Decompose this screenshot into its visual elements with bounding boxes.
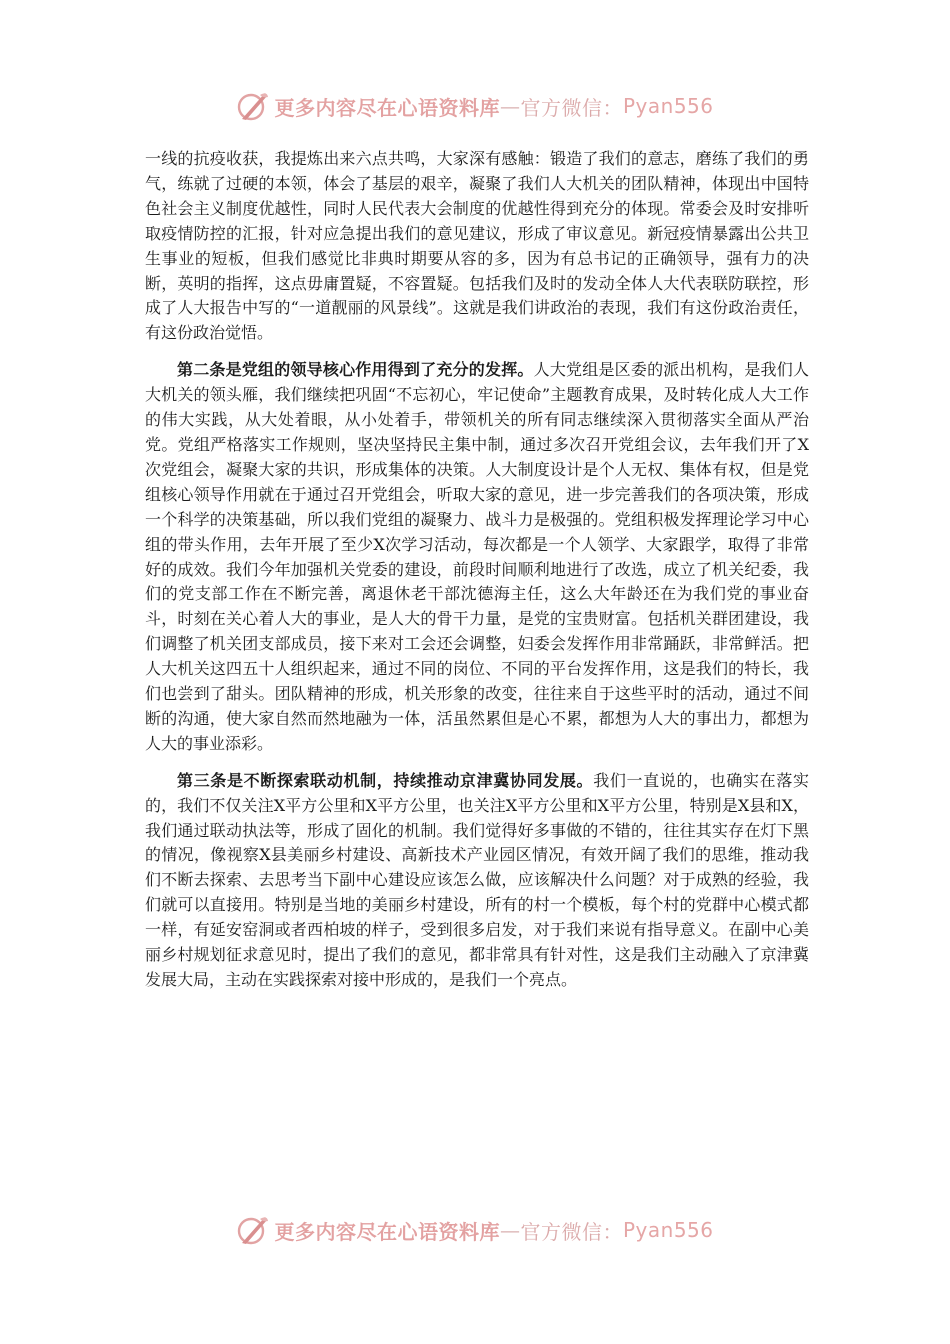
watermark-separator: —	[499, 94, 521, 118]
paragraph-3-heading: 第三条是不断探索联动机制，持续推动京津冀协同发展。	[177, 770, 594, 790]
paragraph-2-text: 人大党组是区委的派出机构，是我们人大机关的领头雁，我们继续把巩固“不忘初心，牢记使命”主题教育成果，及时转化成人大工作的伟大实践，从大处着眼，从小处着手，带领机关的所有同志继续深入贯彻落实全面从严治党。党组严格落实工作规则，坚决坚持民主集中制，通过多次召开党组会议，去年我们开了X次党组会，凝聚大家的共识，形成集体的决策。人大制度设计是个人无权、集体有权，但是党组核心领导作用就在于通过召开党组会，听取大家的意见，进一步完善我们的各项决策，形成一个科学的决策基础，所以我们党组的凝聚力、战斗力是极强的。党组积极发挥理论学习中心组的带头作用，去年开展了至少X次学习活动，每次都是一个人领学、大家跟学，取得了非常好的成效。我们今年加强机关党委的建设，前段时间顺利地进行了改选，成立了机关纪委，我们的党支部工作在不断完善，离退休老干部沈德海主任，这么大年龄还在为我们党的事业奋斗，时刻在关心着人大的事业，是人大的骨干力量，是党的宝贵财富。包括机关群团建设，我们调整了机关团支部成员，接下来对工会还会调整，妇委会发挥作用非常踊跃，非常鲜活。把人大机关这四五十人组织起来，通过不同的岗位、不同的平台发挥作用，这是我们的特长，我们也尝到了甜头。团队精神的形成，机关形象的改变，往往来自于这些平时的活动，通过不间断的沟通，使大家自然而然地融为一体，活虽然累但是心不累，都想为人大的事出力，都想为人大的事业添彩。	[145, 360, 809, 753]
watermark-label: 官方微信：	[520, 1219, 623, 1244]
paragraph-2	[145, 358, 809, 757]
watermark-wechat-id: Pyan556	[622, 1218, 714, 1242]
quill-pen-logo-icon	[236, 89, 270, 123]
document-body	[145, 147, 809, 993]
footer-watermark	[0, 1210, 950, 1250]
quill-pen-logo-icon	[236, 1213, 270, 1247]
paragraph-3-text: 我们一直说的，也确实在落实的，我们不仅关注X平方公里和X平方公里，也关注X平方公里和X平方公里，特别是X县和X，我们通过联动执法等，形成了固化的机制。我们觉得好多事做的不错的，往往其实存在灯下黑的情况，像视察X县美丽乡村建设、高新技术产业园区情况，有效开阔了我们的思维，推动我们不断去探索、去思考当下副中心建设应该怎么做，应该解决什么问题？对于成熟的经验，我们就可以直接用。特别是当地的美丽乡村建设，所有的村一个模板，每个村的党群中心模式都一样，有延安窑洞或者西柏坡的样子，受到很多启发，对于我们来说有指导意义。在副中心美丽乡村规划征求意见时，提出了我们的意见，都非常具有针对性，这是我们主动融入了京津冀发展大局，主动在实践探索对接中形成的，是我们一个亮点。	[145, 770, 809, 989]
watermark-brand: 更多内容尽在心语资料库	[274, 1219, 500, 1244]
header-watermark	[0, 86, 950, 126]
watermark-brand: 更多内容尽在心语资料库	[274, 95, 500, 120]
paragraph-3	[145, 769, 809, 993]
watermark-wechat-id: Pyan556	[622, 94, 714, 118]
watermark-label: 官方微信：	[520, 95, 623, 120]
watermark-separator: —	[499, 1218, 521, 1242]
paragraph-2-heading: 第二条是党组的领导核心作用得到了充分的发挥。	[177, 360, 534, 380]
paragraph-1: 一线的抗疫收获，我提炼出来六点共鸣，大家深有感触：锻造了我们的意志，磨练了我们的勇气，练就了过硬的本领，体会了基层的艰辛，凝聚了我们人大机关的团队精神，体现出中国特色社会主义制度优越性，同时人民代表大会制度的优越性得到充分的体现。常委会及时安排听取疫情防控的汇报，针对应急提出我们的意见建议，形成了审议意见。新冠疫情暴露出公共卫生事业的短板，但我们感觉比非典时期要从容的多，因为有总书记的正确领导，强有力的决断，英明的指挥，这点毋庸置疑，不容置疑。包括我们及时的发动全体人大代表联防联控，形成了人大报告中写的“一道靓丽的风景线”。这就是我们讲政治的表现，我们有这份政治责任，有这份政治觉悟。	[145, 149, 809, 343]
